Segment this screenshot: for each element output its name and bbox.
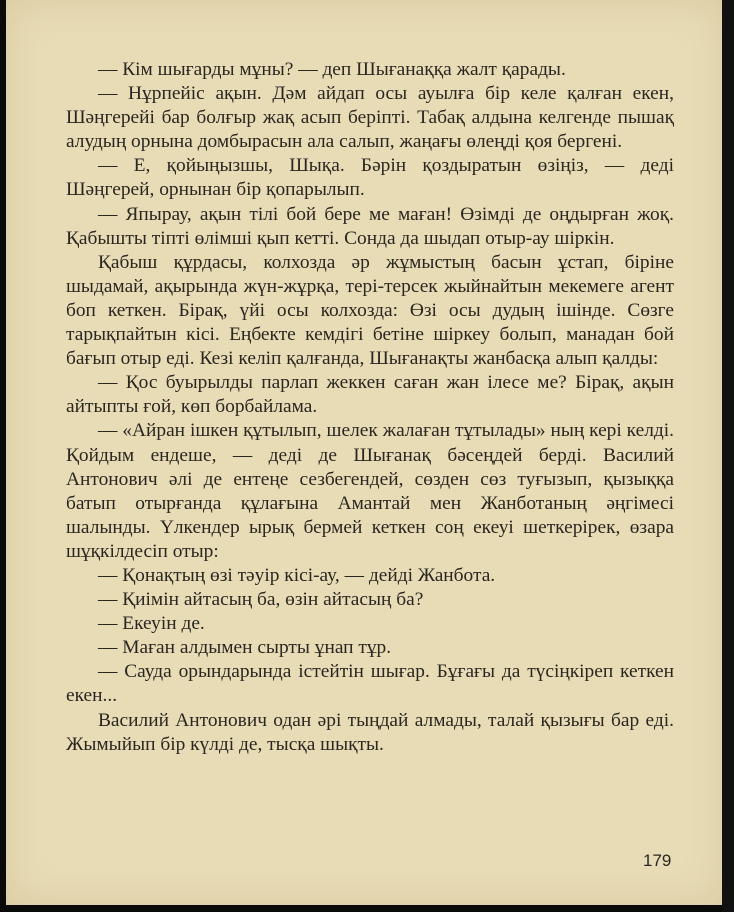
- page-number: 179: [643, 851, 672, 870]
- book-page: [6, 0, 724, 905]
- paragraph: — Япырау, ақын тілі бой бере ме маған! Өзімді де оңдырған жоқ. Қабышты тіпті өлімші қып кетті. Сонда да шыдап отыр-ау шіркін.: [66, 203, 674, 249]
- paragraph: — Кім шығарды мұны? — деп Шығанаққа жалт қарады.: [98, 59, 566, 80]
- page-edge: [722, 0, 734, 912]
- paragraph: — Қос буырылды парлап жеккен саған жан ілесе ме? Бірақ, ақын айтыпты ғой, көп борбайлама.: [66, 372, 674, 418]
- paragraph: — Е, қойыңызшы, Шықа. Бәрін қоздыратын өзіңіз, — деді Шәңгерей, орнынан бір қопарылып.: [66, 155, 674, 201]
- paragraph: — «Айран ішкен құтылып, шелек жалаған тұтылады» ның кері келді. Қойдым ендеше, — деді де Шығанақ бәсеңдей берді. Василий Антонович әлі де ентеңе сезбегендей, сөзден сөз туғызып, қызыққа батып отырғанда құлағына Амантай мен Жанботаның әңгімесі шалынды. Үлкендер ырық бермей кеткен соң екеуі шеткерірек, өзара шұқкілдесіп отыр:: [66, 420, 674, 562]
- paragraph: — Маған алдымен сырты ұнап тұр.: [98, 637, 392, 659]
- paragraph: — Қиімін айтасың ба, өзін айтасың ба?: [98, 589, 424, 611]
- paragraph: — Нұрпейіс ақын. Дәм айдап осы ауылға бір келе қалған екен, Шәңгерейі бар болғыр жақ асып беріпті. Табақ алдына келгенде пышақ алудың орнына домбырасын ала салып, жаңағы өлеңді қоя бергені.: [66, 83, 674, 153]
- paragraph: — Қонақтың өзі тәуір кісі-ау, — дейді Жанбота.: [98, 564, 496, 586]
- paragraph: — Сауда орындарында істейтін шығар. Бұғағы да түсіңкіреп кеткен екен...: [66, 661, 674, 707]
- paragraph: — Екеуін де.: [98, 613, 205, 635]
- page-text: [66, 58, 674, 757]
- paragraph: Василий Антонович одан әрі тыңдай алмады, талай қызығы бар еді. Жымыйып бір күлді де, тысқа шықты.: [66, 709, 674, 755]
- paragraph: Қабыш құрдасы, колхозда әр жұмыстың басын ұстап, біріне шыдамай, ақырында жүн-жұрқа, тері-терсек жыйнайтын мекемеге агент боп кеткен. Бірақ, үйі осы колхозда: Өзі осы дудың ішінде. Сөзге тарықпайтын кісі. Еңбекте кемдігі бетіне шіркеу болып, манадан бой бағып отыр еді. Кезі келіп қалғанда, Шығанақты жанбасқа алып қалды:: [66, 251, 674, 370]
